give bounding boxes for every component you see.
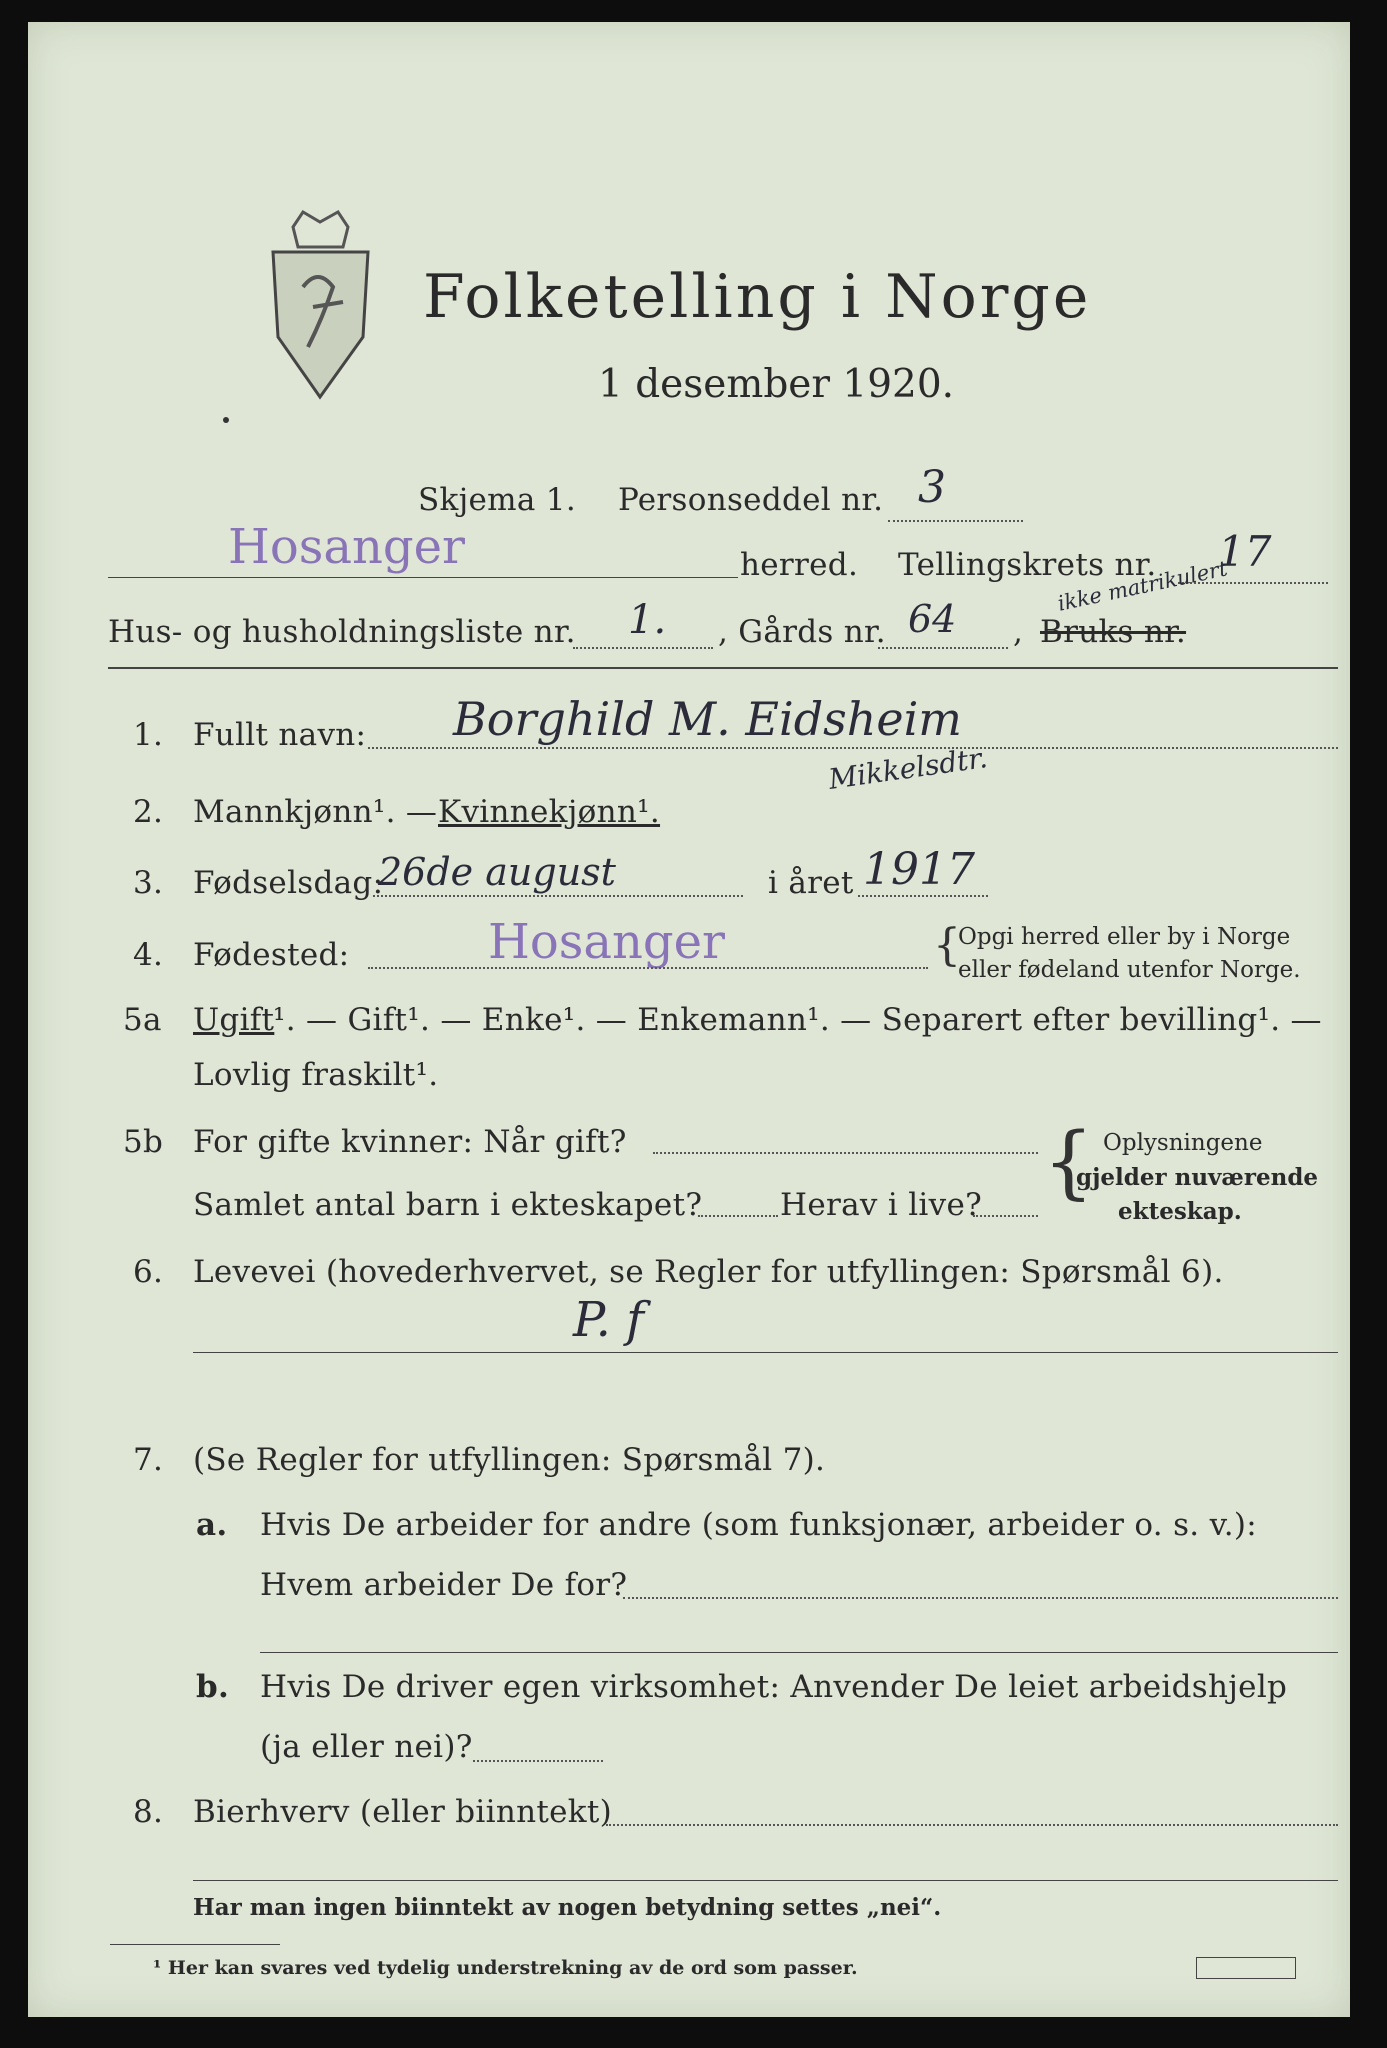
tellingskrets-label: Tellingskrets nr. (898, 547, 1157, 583)
personseddel-label: Personseddel nr. (618, 482, 884, 518)
tellingskrets-value: 17 (1218, 527, 1272, 576)
q8-label: Bierhverv (eller biinntekt) (193, 1794, 613, 1830)
q7b-line (473, 1760, 603, 1762)
q3-year-label: i året (768, 865, 854, 901)
q5b-note-2: gjelder nuværende (1076, 1164, 1319, 1191)
q5b-label-1: For gifte kvinner: Når gift? (193, 1124, 627, 1160)
footnote-rule (110, 1944, 280, 1945)
q2-male: Mannkjønn¹. — (193, 794, 438, 830)
footnote: ¹ Her kan svares ved tydelig understrekning av de ord som passer. (153, 1957, 858, 1979)
q8-line-2 (193, 1880, 1338, 1881)
q7b-label: Hvis De driver egen virksomhet: Anvender De leiet arbeidshjelp (260, 1669, 1288, 1705)
q5b-note-1: Oplysningene (1103, 1130, 1263, 1156)
personseddel-value: 3 (918, 462, 946, 513)
bruks-note: ikke matrikulert (1055, 556, 1230, 616)
q4-stamp: Hosanger (488, 914, 725, 970)
q5b-label-2: Samlet antal barn i ekteskapet? (193, 1187, 703, 1223)
q1-label: Fullt navn: (193, 717, 367, 753)
q7a-line-1 (623, 1597, 1338, 1599)
q2-number: 2. (133, 794, 164, 830)
q8-line-1 (606, 1824, 1338, 1826)
bruks-label: Bruks nr. (1040, 614, 1187, 650)
q3-value: 26de august (378, 850, 616, 894)
census-date: 1 desember 1920. (598, 362, 955, 407)
q5a-number: 5a (123, 1002, 162, 1038)
q1-note: Mikkelsdtr. (826, 741, 990, 796)
q5b-line-2 (698, 1215, 778, 1217)
q1-number: 1. (133, 717, 164, 753)
q8-number: 8. (133, 1794, 164, 1830)
q4-number: 4. (133, 937, 164, 973)
hus-value: 1. (628, 597, 667, 643)
footer-note: Har man ingen biinntekt av nogen betydning settes „nei“. (193, 1894, 942, 1921)
personseddel-line (888, 520, 1023, 522)
q5b-note-3: ekteskap. (1118, 1198, 1242, 1225)
q4-line (368, 967, 928, 969)
gards-label: , Gårds nr. (718, 614, 886, 650)
skjema-label: Skjema 1. (418, 482, 576, 518)
q4-note-2: eller fødeland utenfor Norge. (958, 957, 1301, 983)
q5b-line-3 (973, 1215, 1038, 1217)
gards-line (878, 647, 1008, 649)
q7-number: 7. (133, 1442, 164, 1478)
q4-brace: { (933, 920, 961, 971)
hus-label: Hus- og husholdningsliste nr. (108, 614, 576, 650)
q7a-label-2: Hvem arbeider De for? (260, 1567, 628, 1603)
q7a-line-2 (260, 1652, 1338, 1653)
q5b-line-1 (653, 1152, 1038, 1154)
q7a-label: Hvis De arbeider for andre (som funksjonær, arbeider o. s. v.): (260, 1507, 1258, 1543)
q5a-ugift-underlined: Ugift (193, 1002, 275, 1038)
q7a-marker: a. (196, 1507, 228, 1543)
coat-of-arms-icon (263, 207, 378, 407)
q3-label: Fødselsdag: (193, 865, 384, 901)
q3-line (373, 895, 743, 897)
q6-label: Levevei (hovederhvervet, se Regler for utfyllingen: Spørsmål 6). (193, 1254, 1224, 1290)
q6-line (193, 1352, 1338, 1353)
q3-number: 3. (133, 865, 164, 901)
herred-line (108, 577, 738, 578)
q4-label: Fødested: (193, 937, 350, 973)
printer-mark (1196, 1957, 1296, 1979)
header-divider (108, 667, 1338, 669)
page-title: Folketelling i Norge (423, 262, 1092, 332)
q5b-number: 5b (123, 1124, 164, 1160)
bruks-separator: , (1013, 614, 1024, 650)
q5a-options: ¹. — Gift¹. — Enke¹. — Enkemann¹. — Separert efter bevilling¹. — (273, 1002, 1322, 1038)
q5a-line2: Lovlig fraskilt¹. (193, 1057, 439, 1093)
hus-line (573, 647, 713, 649)
q3-year-line (858, 895, 988, 897)
q7b-marker: b. (196, 1669, 230, 1705)
q7b-label-2: (ja eller nei)? (260, 1729, 473, 1765)
q5b-brace: { (1043, 1115, 1094, 1208)
ink-dot (223, 417, 229, 423)
q6-number: 6. (133, 1254, 164, 1290)
gards-value: 64 (908, 597, 957, 641)
q6-value: P. f (573, 1292, 644, 1348)
q1-value: Borghild M. Eidsheim (453, 692, 962, 746)
q2-female-underlined: Kvinnekjønn¹. (438, 794, 661, 830)
census-form (28, 22, 1350, 2017)
q1-line (368, 747, 1338, 749)
herred-label: herred. (740, 547, 859, 583)
herred-stamp: Hosanger (228, 519, 465, 575)
q7-label: (Se Regler for utfyllingen: Spørsmål 7). (193, 1442, 826, 1478)
q4-note-1: Opgi herred eller by i Norge (958, 924, 1291, 950)
q3-year-value: 1917 (863, 844, 975, 895)
q5b-label-3: Herav i live? (780, 1187, 983, 1223)
